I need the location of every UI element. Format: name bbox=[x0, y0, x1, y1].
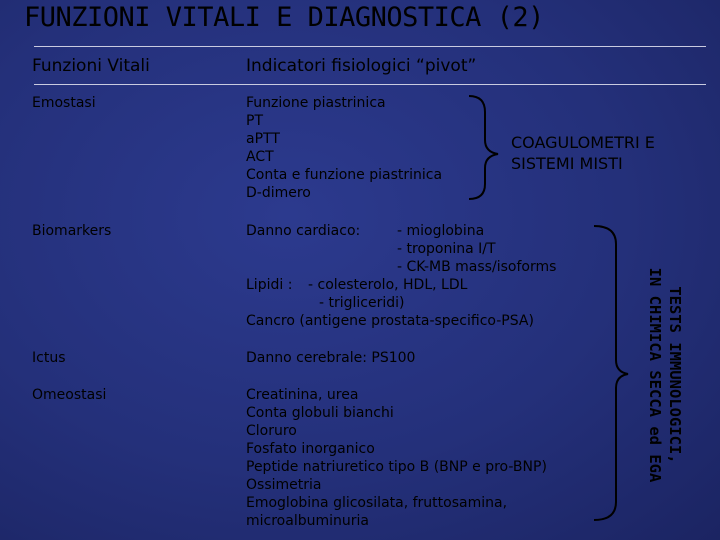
omeostasi-line: Creatinina, urea bbox=[246, 387, 359, 403]
cardiaco-item: - mioglobina bbox=[397, 223, 485, 239]
omeostasi-line: microalbuminuria bbox=[246, 513, 369, 529]
emostasi-line: PT bbox=[246, 113, 263, 129]
row-label-emostasi: Emostasi bbox=[32, 95, 96, 111]
omeostasi-line: Conta globuli bianchi bbox=[246, 405, 394, 421]
emostasi-line: aPTT bbox=[246, 131, 280, 147]
cardiaco-item: - CK-MB mass/isoforms bbox=[397, 259, 557, 275]
page-title: FUNZIONI VITALI E DIAGNOSTICA (2) bbox=[24, 2, 544, 33]
cancro-line: Cancro (antigene prostata-specifico-PSA) bbox=[246, 313, 534, 329]
emostasi-line: Conta e funzione piastrinica bbox=[246, 167, 443, 183]
tests-bracket bbox=[594, 226, 628, 520]
column-header-funzioni-vitali: Funzioni Vitali bbox=[32, 56, 150, 76]
omeostasi-line: Cloruro bbox=[246, 423, 297, 439]
omeostasi-line: Ossimetria bbox=[246, 477, 322, 493]
lipidi-item: - colesterolo, HDL, LDL bbox=[308, 277, 468, 293]
cardiaco-item: - troponina I/T bbox=[397, 241, 496, 257]
omeostasi-line: Emoglobina glicosilata, fruttosamina, bbox=[246, 495, 508, 511]
emostasi-line: ACT bbox=[246, 149, 274, 165]
tests-line: TESTS IMMUNOLOGICI, bbox=[666, 286, 684, 464]
row-label-omeostasi: Omeostasi bbox=[32, 387, 107, 403]
row-label-biomarkers: Biomarkers bbox=[32, 223, 112, 239]
column-header-indicatori: Indicatori fisiologici “pivot” bbox=[246, 56, 477, 76]
tests-immunologici-label bbox=[645, 268, 685, 483]
row-label-ictus: Ictus bbox=[32, 350, 66, 366]
lipidi-item: - trigliceridi) bbox=[319, 295, 405, 311]
danno-cardiaco-label: Danno cardiaco: bbox=[246, 223, 361, 239]
danno-cerebrale: Danno cerebrale: PS100 bbox=[246, 350, 416, 366]
tests-line: IN CHIMICA SECCA ed EGA bbox=[646, 267, 664, 483]
omeostasi-line: Peptide natriuretico tipo B (BNP e pro-BNP) bbox=[246, 459, 547, 475]
lipidi-label: Lipidi : bbox=[246, 277, 293, 293]
omeostasi-line: Fosfato inorganico bbox=[246, 441, 375, 457]
emostasi-line: D-dimero bbox=[246, 185, 311, 201]
coagulometri-line: COAGULOMETRI E bbox=[511, 133, 655, 152]
emostasi-bracket bbox=[469, 96, 498, 199]
emostasi-line: Funzione piastrinica bbox=[246, 95, 386, 111]
coagulometri-line: SISTEMI MISTI bbox=[511, 154, 623, 173]
